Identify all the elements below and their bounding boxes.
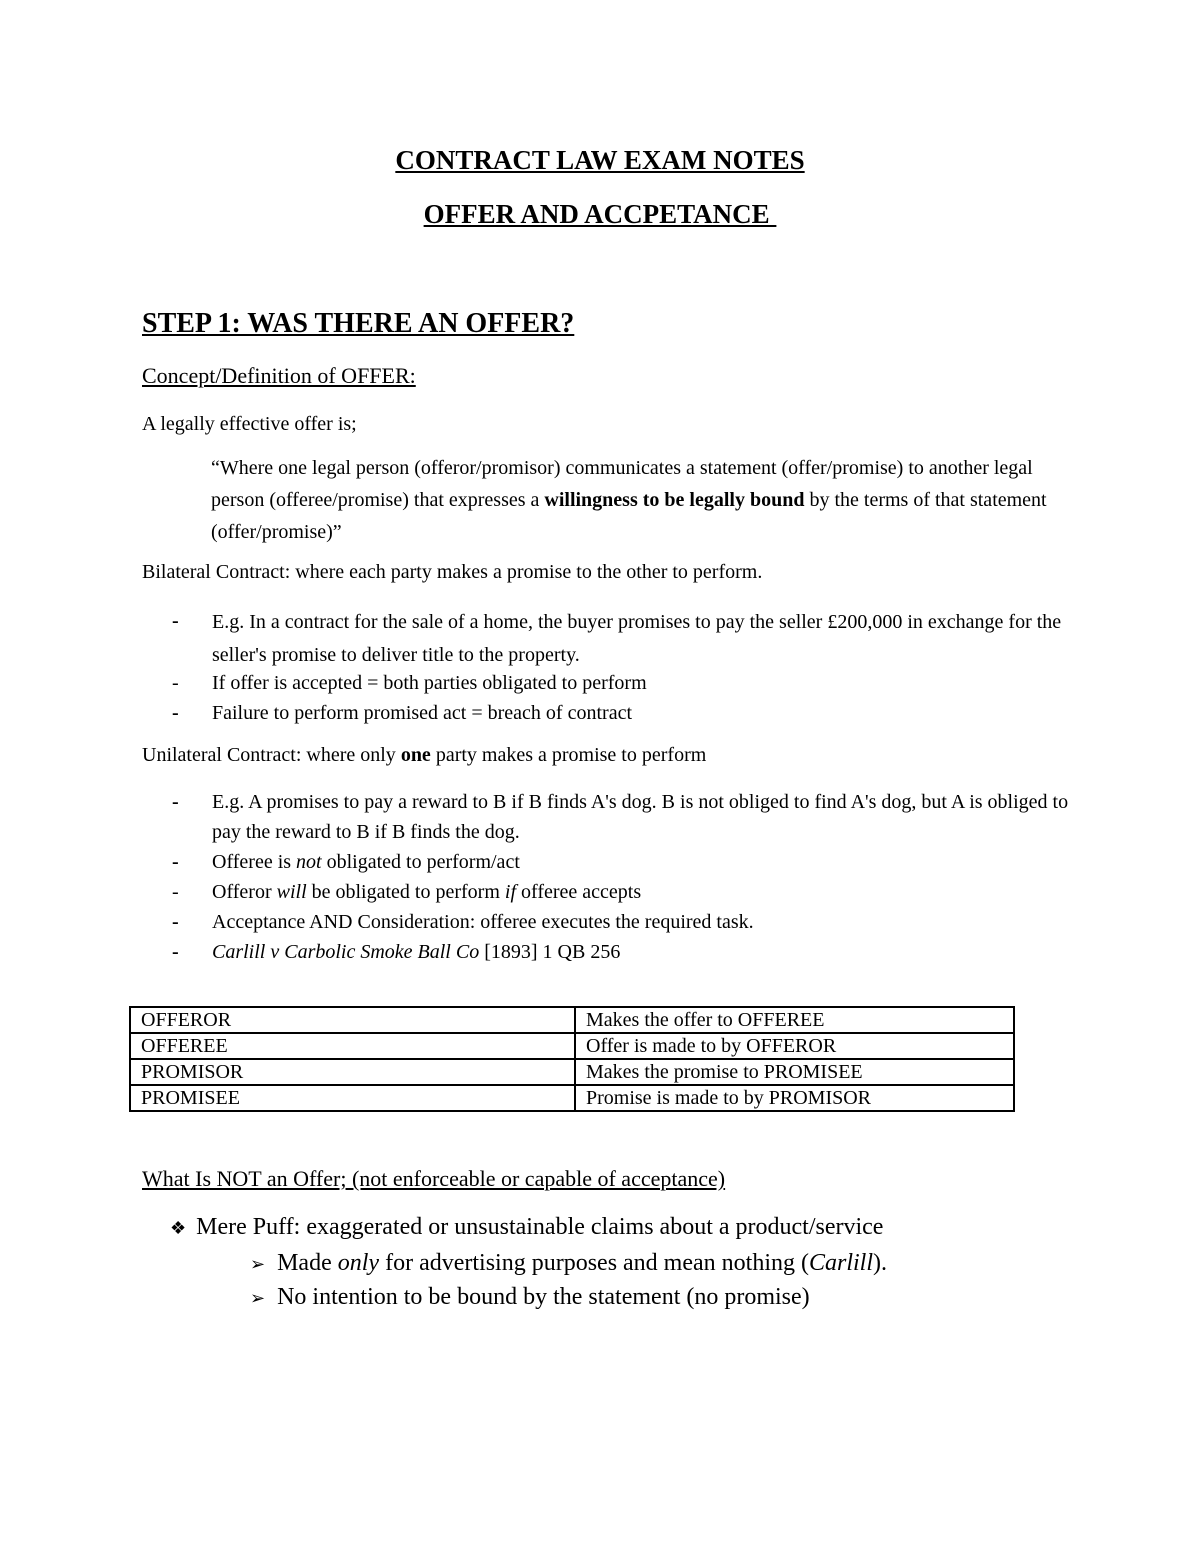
table-row — [130, 1059, 1014, 1085]
list-item-text: E.g. A promises to pay a reward to B if B finds A's dog. B is not obliged to find A's dog, but A is obliged to pay the reward to B if B finds the dog. — [212, 791, 1069, 843]
list-item-text — [212, 847, 1072, 877]
list-item-text: Acceptance AND Consideration: offeree executes the required task. — [212, 911, 754, 933]
unilateral-list — [172, 787, 1072, 967]
list-item-text: No intention to be bound by the statement (no promise) — [277, 1284, 810, 1310]
text: obligated to perform/act — [321, 851, 520, 873]
list-item: - Offeror will be obligated to perform if offeree accepts — [172, 877, 1072, 907]
list-item: - If offer is accepted = both parties obligated to perform — [172, 668, 1072, 698]
document-subtitle: OFFER AND ACCPETANCE — [423, 199, 777, 229]
concept-heading: Concept/Definition of OFFER: — [142, 363, 416, 388]
list-item: - Failure to perform promised act = breach of contract — [172, 698, 1072, 728]
emphasis: one — [400, 744, 431, 766]
table-cell: Promise is made to by PROMISOR — [575, 1085, 1014, 1111]
quote-emphasis: willingness to be legally bound — [544, 489, 805, 511]
table-row — [130, 1033, 1014, 1059]
list-item: - Acceptance AND Consideration: offeree executes the required task. — [172, 907, 1072, 937]
table-row — [130, 1085, 1014, 1111]
table-row — [130, 1007, 1014, 1033]
text: ). — [873, 1250, 888, 1276]
not-offer-heading: What Is NOT an Offer; (not enforceable or capable of acceptance) — [142, 1166, 726, 1191]
step1-heading: STEP 1: WAS THERE AN OFFER? — [142, 308, 575, 339]
list-item: - E.g. In a contract for the sale of a home, the buyer promises to pay the seller £200,000 in exchange for the seller's promise to deliver title to the property. — [172, 606, 1072, 672]
table-cell: OFFEROR — [130, 1007, 575, 1033]
list-item-text — [212, 877, 1072, 907]
list-item — [250, 1284, 810, 1311]
table-cell: Offer is made to by OFFEROR — [575, 1033, 1014, 1059]
text: Offeree is — [212, 851, 297, 873]
list-item-text: If offer is accepted = both parties obligated to perform — [212, 672, 647, 694]
case-name: Carlill — [808, 1250, 874, 1276]
list-item: - Offeree is not obligated to perform/act — [172, 847, 1072, 877]
table-cell: PROMISEE — [130, 1085, 575, 1111]
emphasis: if — [504, 881, 517, 903]
list-item-text: Failure to perform promised act = breach of contract — [212, 702, 632, 724]
arrow-bullet-icon: ➢ — [250, 1288, 266, 1308]
bilateral-definition: Bilateral Contract: where each party makes a promise to the other to perform. — [142, 561, 763, 583]
list-item — [170, 1214, 883, 1241]
list-item: - Carlill v Carbolic Smoke Ball Co [1893] 1 QB 256 — [172, 937, 1072, 967]
text: party makes a promise to perform — [430, 744, 707, 766]
quote-text: “Where one legal person (offeror/promisor) communicates a statement (offer/promise) to another legal person (offeree/promise) that expresses a — [211, 457, 1033, 511]
unilateral-definition — [142, 744, 706, 767]
document-title: CONTRACT LAW EXAM NOTES — [395, 145, 805, 175]
list-item-text: Mere Puff: exaggerated or unsustainable claims about a product/service — [196, 1214, 884, 1240]
terms-table — [129, 1006, 1015, 1112]
citation: [1893] 1 QB 256 — [479, 941, 621, 963]
table-cell: Makes the promise to PROMISEE — [575, 1059, 1014, 1085]
text: Offeror — [212, 881, 277, 903]
quote-text-end: by the terms of that statement (offer/promise)” — [211, 489, 1047, 543]
text: Unilateral Contract: where only — [142, 744, 401, 766]
offer-definition-quote — [211, 452, 1071, 548]
case-citation — [212, 937, 1072, 967]
list-item — [250, 1250, 887, 1277]
text: offeree accepts — [516, 881, 642, 903]
bilateral-list — [172, 606, 1072, 728]
emphasis: not — [296, 851, 322, 873]
emphasis: only — [337, 1250, 380, 1276]
list-item: - E.g. A promises to pay a reward to B if B finds A's dog. B is not obliged to find A's dog, but A is obliged to pay the reward to B if B finds the dog. — [172, 787, 1072, 847]
text: be obligated to perform — [306, 881, 505, 903]
table-cell: Makes the offer to OFFEREE — [575, 1007, 1014, 1033]
text: Made — [277, 1250, 338, 1276]
text: for advertising purposes and mean nothing ( — [379, 1250, 809, 1276]
diamond-bullet-icon: ❖ — [170, 1218, 187, 1238]
table-cell: PROMISOR — [130, 1059, 575, 1085]
table-cell: OFFEREE — [130, 1033, 575, 1059]
list-item-text: E.g. In a contract for the sale of a home, the buyer promises to pay the seller £200,000 in exchange for the seller's promise to deliver title to the property. — [212, 611, 1062, 666]
case-name: Carlill v Carbolic Smoke Ball Co — [212, 941, 480, 963]
emphasis: will — [276, 881, 307, 903]
arrow-bullet-icon: ➢ — [250, 1254, 266, 1274]
intro-text: A legally effective offer is; — [142, 413, 357, 435]
